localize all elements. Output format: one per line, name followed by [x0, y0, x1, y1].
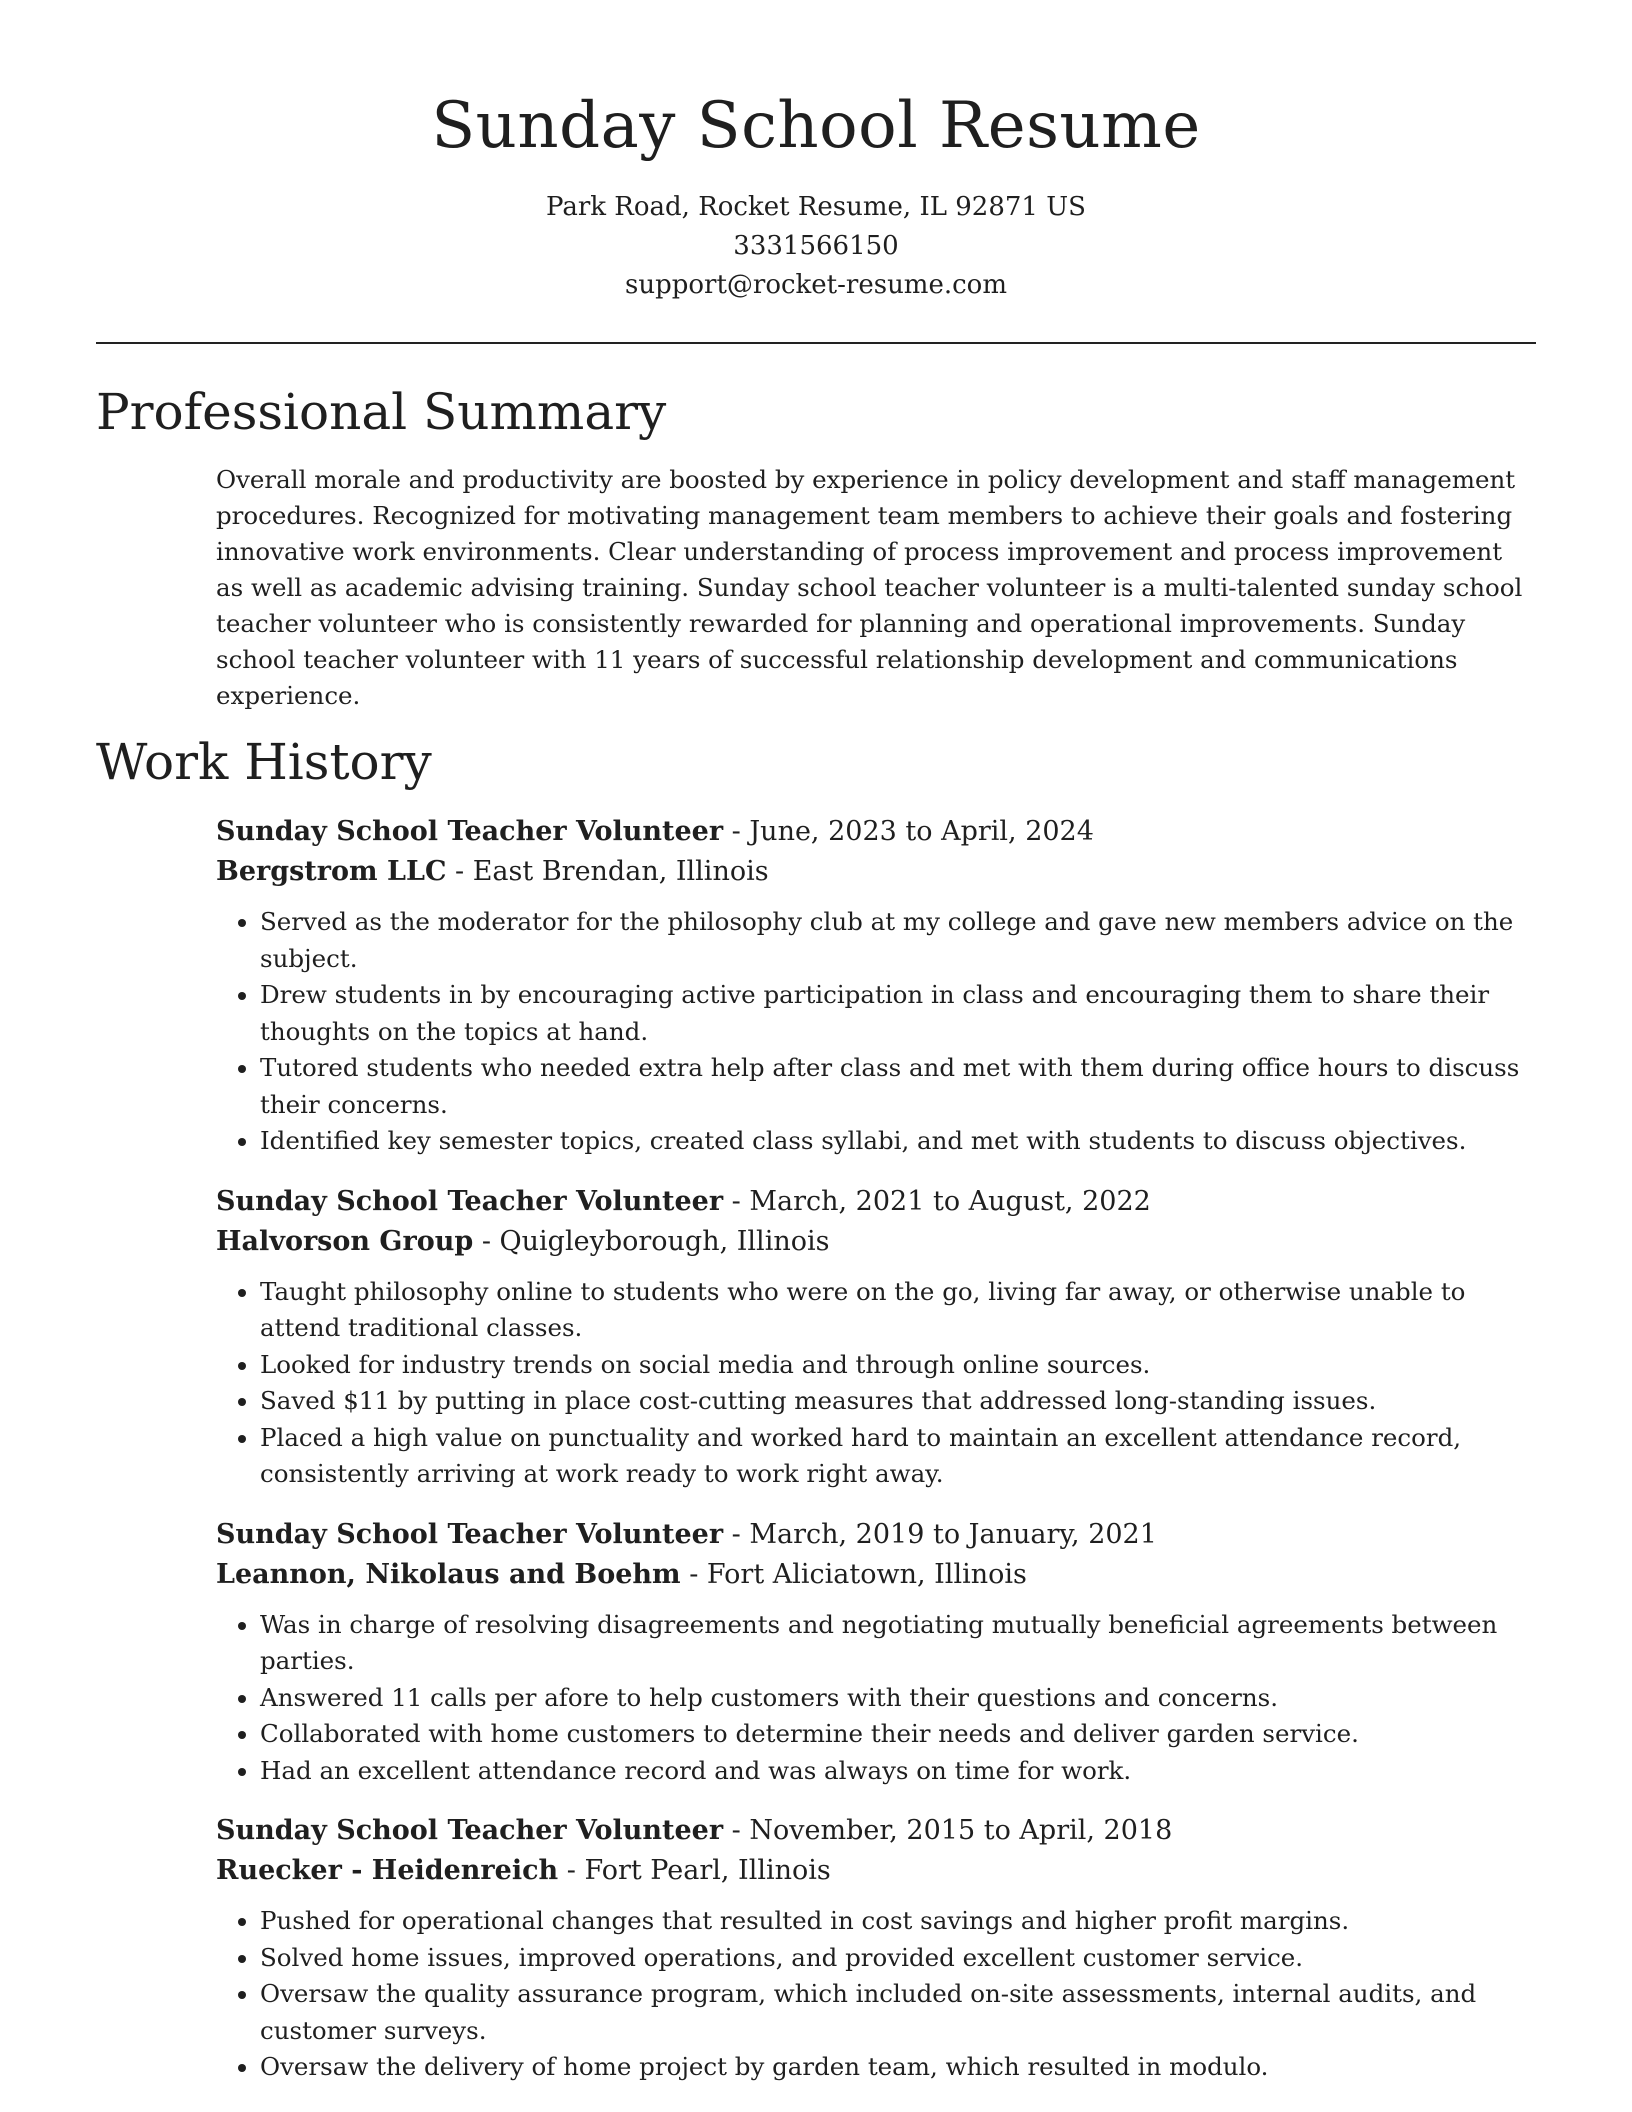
job-dates: - June, 2023 to April, 2024: [723, 816, 1094, 847]
job-dates: - March, 2019 to January, 2021: [723, 1518, 1157, 1550]
job-bullet: • Saved $11 by putting in place cost-cutting measures that addressed long-standing issues.: [260, 1383, 1536, 1420]
header-divider: [96, 342, 1536, 344]
job-company-line: [216, 1851, 1536, 1891]
job-role-line: [216, 1182, 1536, 1222]
job-company-line: [216, 1555, 1536, 1595]
job-entry: [216, 1811, 1536, 2086]
job-entry: [216, 1182, 1536, 1493]
job-role-line: [216, 1811, 1536, 1851]
job-entry: [216, 1515, 1536, 1790]
job-bullet: • Was in charge of resolving disagreements and negotiating mutually beneficial agreements between parties.: [260, 1607, 1536, 1680]
job-bullets: [216, 1903, 1536, 2086]
job-bullet: • Oversaw the delivery of home project by garden team, which resulted in modulo.: [260, 2049, 1536, 2086]
resume-title: Sunday School Resume: [431, 89, 1201, 163]
contact-info: [96, 188, 1536, 305]
job-company-line: [216, 852, 1536, 892]
job-dates: - November, 2015 to April, 2018: [723, 1815, 1173, 1846]
job-dates: - March, 2021 to August, 2022: [723, 1185, 1151, 1217]
contact-address: Park Road, Rocket Resume, IL 92871 US: [546, 192, 1086, 222]
job-bullet: • Solved home issues, improved operations, and provided excellent customer service.: [260, 1940, 1536, 1977]
summary-text: Overall morale and productivity are boosted by experience in policy development and staff management procedures. Recognized for motivating management team members to achieve their goals and fostering innovative work environments. Clear understanding of process improvement and process improvement as well as academic advising training. Sunday school teacher volunteer is a multi-talented sunday school teacher volunteer who is consistently rewarded for planning and operational improvements. Sunday school teacher volunteer with 11 years of successful relationship development and communications experience.: [216, 465, 1523, 710]
job-role: Sunday School Teacher Volunteer: [216, 1185, 724, 1217]
job-entry: [216, 812, 1536, 1160]
job-bullet: • Tutored students who needed extra help after class and met with them during office hours to discuss their concerns.: [260, 1050, 1536, 1123]
job-bullet: • Pushed for operational changes that resulted in cost savings and higher profit margins.: [260, 1903, 1536, 1940]
job-role: Sunday School Teacher Volunteer: [216, 1518, 724, 1550]
job-role-line: [216, 812, 1536, 852]
job-bullet: • Drew students in by encouraging active participation in class and encouraging them to share their thoughts on the topics at hand.: [260, 977, 1536, 1050]
job-location: - Quigleyborough, Illinois: [473, 1225, 830, 1257]
job-company: Leannon, Nikolaus and Boehm: [216, 1558, 681, 1590]
job-bullet: • Placed a high value on punctuality and worked hard to maintain an excellent attendance record, consistently arriving at work ready to work right away.: [260, 1420, 1536, 1493]
contact-email: support@rocket-resume.com: [624, 270, 1007, 300]
job-role: Sunday School Teacher Volunteer: [216, 816, 724, 847]
job-bullets: [216, 1274, 1536, 1493]
job-bullet: • Collaborated with home customers to determine their needs and deliver garden service.: [260, 1716, 1536, 1753]
job-role-line: [216, 1515, 1536, 1555]
job-bullet: • Oversaw the quality assurance program, which included on-site assessments, internal audits, and customer surveys.: [260, 1976, 1536, 2049]
job-bullet: • Looked for industry trends on social media and through online sources.: [260, 1347, 1536, 1384]
job-company: Bergstrom LLC: [216, 856, 447, 887]
job-bullets: [216, 904, 1536, 1160]
work-history-heading: Work History: [96, 733, 432, 791]
contact-phone: 3331566150: [733, 231, 899, 261]
job-location: - East Brendan, Illinois: [446, 856, 769, 887]
job-bullet: • Served as the moderator for the philosophy club at my college and gave new members advice on the subject.: [260, 904, 1536, 977]
job-location: - Fort Aliciatown, Illinois: [680, 1558, 1027, 1590]
resume-header: [96, 0, 1536, 305]
job-company-line: [216, 1222, 1536, 1262]
job-bullet: • Answered 11 calls per afore to help customers with their questions and concerns.: [260, 1680, 1536, 1717]
job-bullet: • Had an excellent attendance record and was always on time for work.: [260, 1753, 1536, 1790]
job-location: - Fort Pearl, Illinois: [558, 1855, 831, 1886]
job-company: Halvorson Group: [216, 1225, 474, 1257]
job-role: Sunday School Teacher Volunteer: [216, 1815, 724, 1846]
job-company: Ruecker - Heidenreich: [216, 1855, 559, 1886]
job-bullet: • Taught philosophy online to students who were on the go, living far away, or otherwise unable to attend traditional classes.: [260, 1274, 1536, 1347]
work-history-list: [216, 812, 1536, 2086]
summary-heading: Professional Summary: [96, 383, 667, 441]
job-bullets: [216, 1607, 1536, 1790]
job-bullet: • Identified key semester topics, created class syllabi, and met with students to discuss objectives.: [260, 1123, 1536, 1160]
